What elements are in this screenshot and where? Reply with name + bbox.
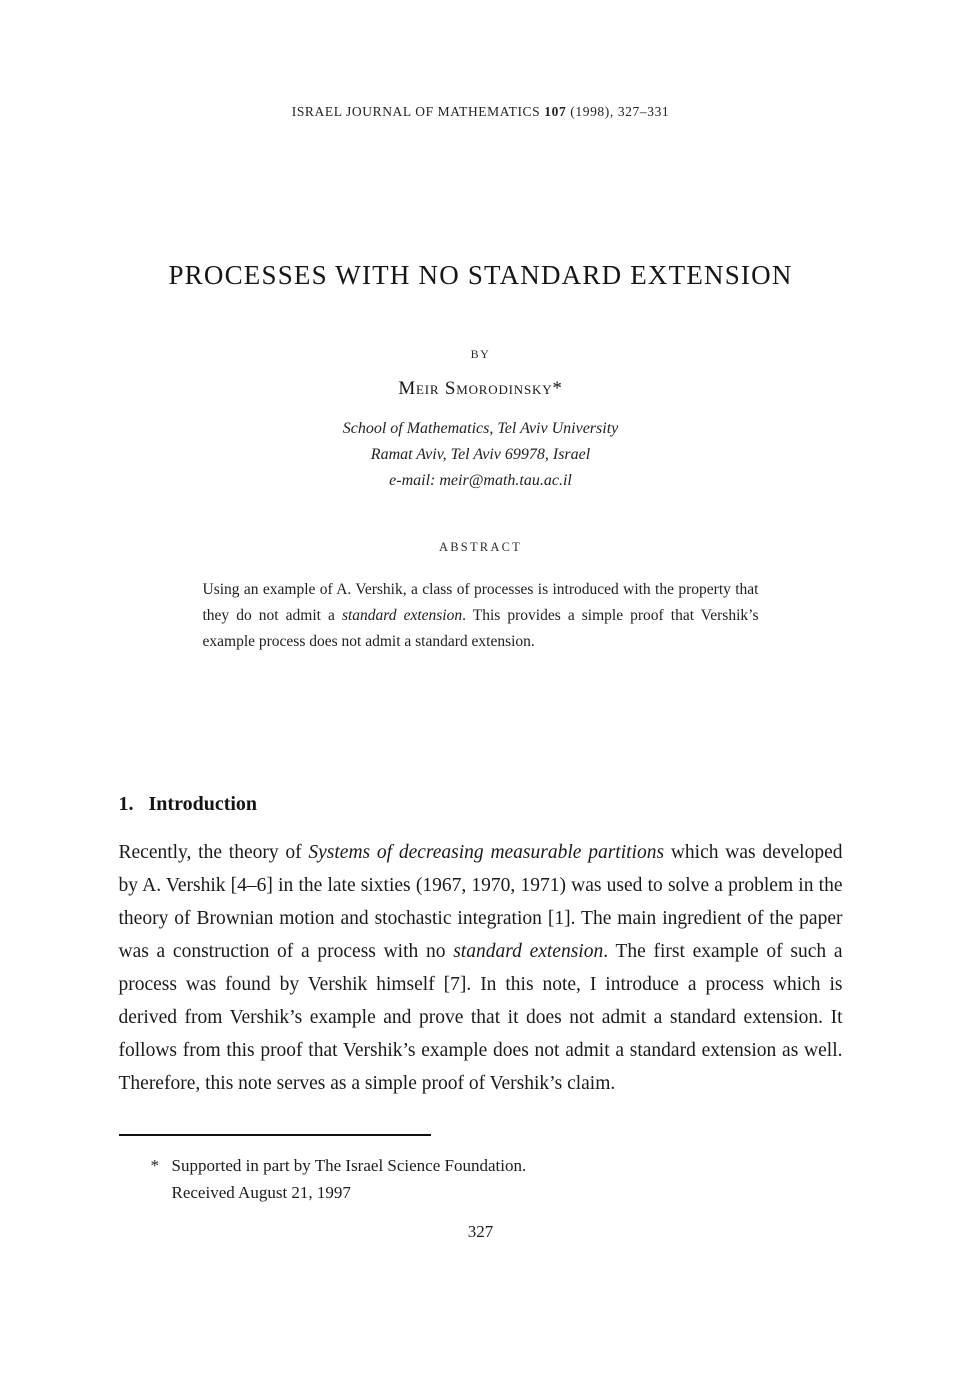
page-number: 327 (467, 1222, 494, 1241)
journal-header: ISRAEL JOURNAL OF MATHEMATICS 107 (1998), 327–331 (291, 104, 670, 119)
byline-by-label: BY (470, 347, 491, 361)
footnote-line-1 (151, 1152, 843, 1179)
affiliation-block (119, 416, 843, 494)
footnote-text: Supported in part by The Israel Science Foundation. (171, 1156, 527, 1175)
affiliation-email: e-mail: meir@math.tau.ac.il (389, 472, 572, 489)
footnote-received-line: Received August 21, 1997 (171, 1183, 351, 1202)
section-title: Introduction (148, 793, 258, 815)
author-name: Meir Smorodinsky* (398, 378, 563, 399)
abstract-heading: ABSTRACT (439, 540, 522, 554)
abstract-text: Using an example of A. Vershik, a class of processes is introduced with the property that they do not admit a standard extension. This provides a simple proof that Vershik’s example process does not admit a standard extension. (202, 581, 759, 650)
affiliation-line-2: Ramat Aviv, Tel Aviv 69978, Israel (370, 446, 591, 463)
section-heading (119, 793, 843, 816)
intro-paragraph: Recently, the theory of Systems of decreasing measurable partitions which was developed by A. Vershik [4–6] in the late sixties (1967, 1970, 1971) was used to solve a problem in the theory of Brownian motion and stochastic integration [1]. The main ingredient of the paper was a construction of a process with no standard extension. The first example of such a process was found by Vershik himself [7]. In this note, I introduce a process which is derived from Vershik’s example and prove that it does not admit a standard extension. It follows from this proof that Vershik’s example does not admit a standard extension as well. Therefore, this note serves as a simple proof of Vershik’s claim. (118, 842, 843, 1094)
footnote-rule (119, 1134, 431, 1136)
footnote-block (119, 1152, 843, 1206)
paper-title: PROCESSES WITH NO STANDARD EXTENSION (168, 260, 793, 290)
section-number: 1. (118, 793, 134, 815)
footnote-marker: * (150, 1156, 159, 1175)
affiliation-line-1: School of Mathematics, Tel Aviv University (342, 420, 619, 437)
content-column (119, 104, 843, 1242)
